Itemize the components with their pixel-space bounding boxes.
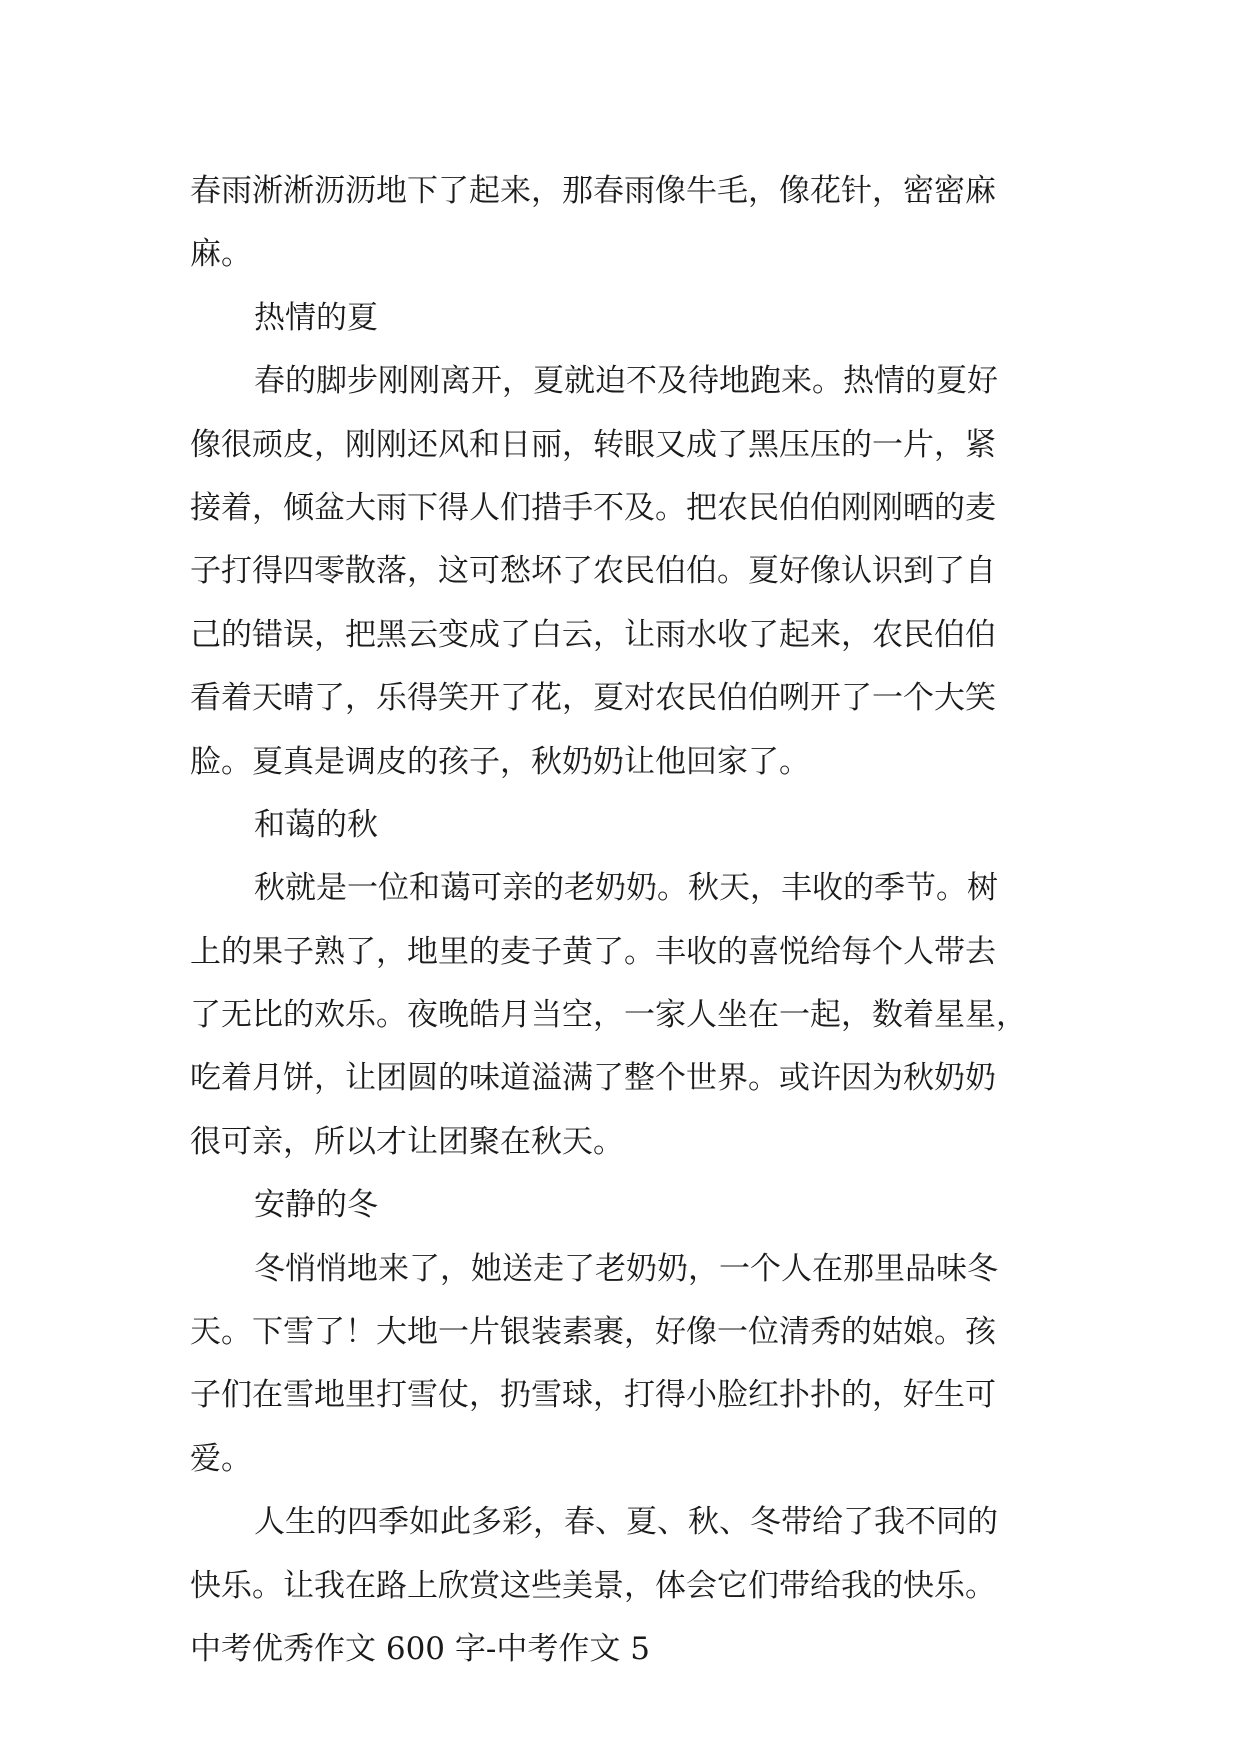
next-essay-title: 中考优秀作文 600 字-中考作文 5: [190, 1630, 650, 1667]
text-line: 麻。: [190, 236, 252, 273]
text-line: 了无比的欢乐。夜晚皓月当空，一家人坐在一起，数着星星，: [190, 997, 1027, 1034]
text-line: 脸。夏真是调皮的孩子，秋奶奶让他回家了。: [190, 743, 810, 780]
text-line: 很可亲，所以才让团聚在秋天。: [190, 1123, 624, 1160]
text-line: 己的错误，把黑云变成了白云，让雨水收了起来，农民伯伯: [190, 616, 996, 653]
text-line: 爱。: [190, 1440, 252, 1477]
text-line: 看着天晴了，乐得笑开了花，夏对农民伯伯咧开了一个大笑: [190, 680, 996, 717]
text-line: 秋就是一位和蔼可亲的老奶奶。秋天，丰收的季节。树: [254, 870, 998, 907]
text-line: 上的果子熟了，地里的麦子黄了。丰收的喜悦给每个人带去: [190, 933, 996, 970]
text-line: 子们在雪地里打雪仗，扔雪球，打得小脸红扑扑的，好生可: [190, 1377, 996, 1414]
text-line: 春的脚步刚刚离开，夏就迫不及待地跑来。热情的夏好: [254, 363, 998, 400]
text-line: 接着，倾盆大雨下得人们措手不及。把农民伯伯刚刚晒的麦: [190, 489, 996, 526]
text-line: 子打得四零散落，这可愁坏了农民伯伯。夏好像认识到了自: [190, 553, 996, 590]
section-heading-autumn: 和蔼的秋: [254, 806, 378, 843]
text-line: 快乐。让我在路上欣赏这些美景，体会它们带给我的快乐。: [190, 1567, 996, 1604]
text-line: 天。下雪了！大地一片银装素裹，好像一位清秀的姑娘。孩: [190, 1314, 996, 1351]
essay-body: [190, 160, 1055, 1681]
text-line: 像很顽皮，刚刚还风和日丽，转眼又成了黑压压的一片，紧: [190, 426, 996, 463]
section-heading-winter: 安静的冬: [254, 1187, 378, 1224]
text-line: 冬悄悄地来了，她送走了老奶奶，一个人在那里品味冬: [254, 1250, 998, 1287]
section-heading-summer: 热情的夏: [254, 299, 378, 336]
text-line: 人生的四季如此多彩，春、夏、秋、冬带给了我不同的: [254, 1504, 998, 1541]
text-line: 春雨淅淅沥沥地下了起来，那春雨像牛毛，像花针，密密麻: [190, 173, 996, 209]
text-line: 吃着月饼，让团圆的味道溢满了整个世界。或许因为秋奶奶: [190, 1060, 996, 1097]
